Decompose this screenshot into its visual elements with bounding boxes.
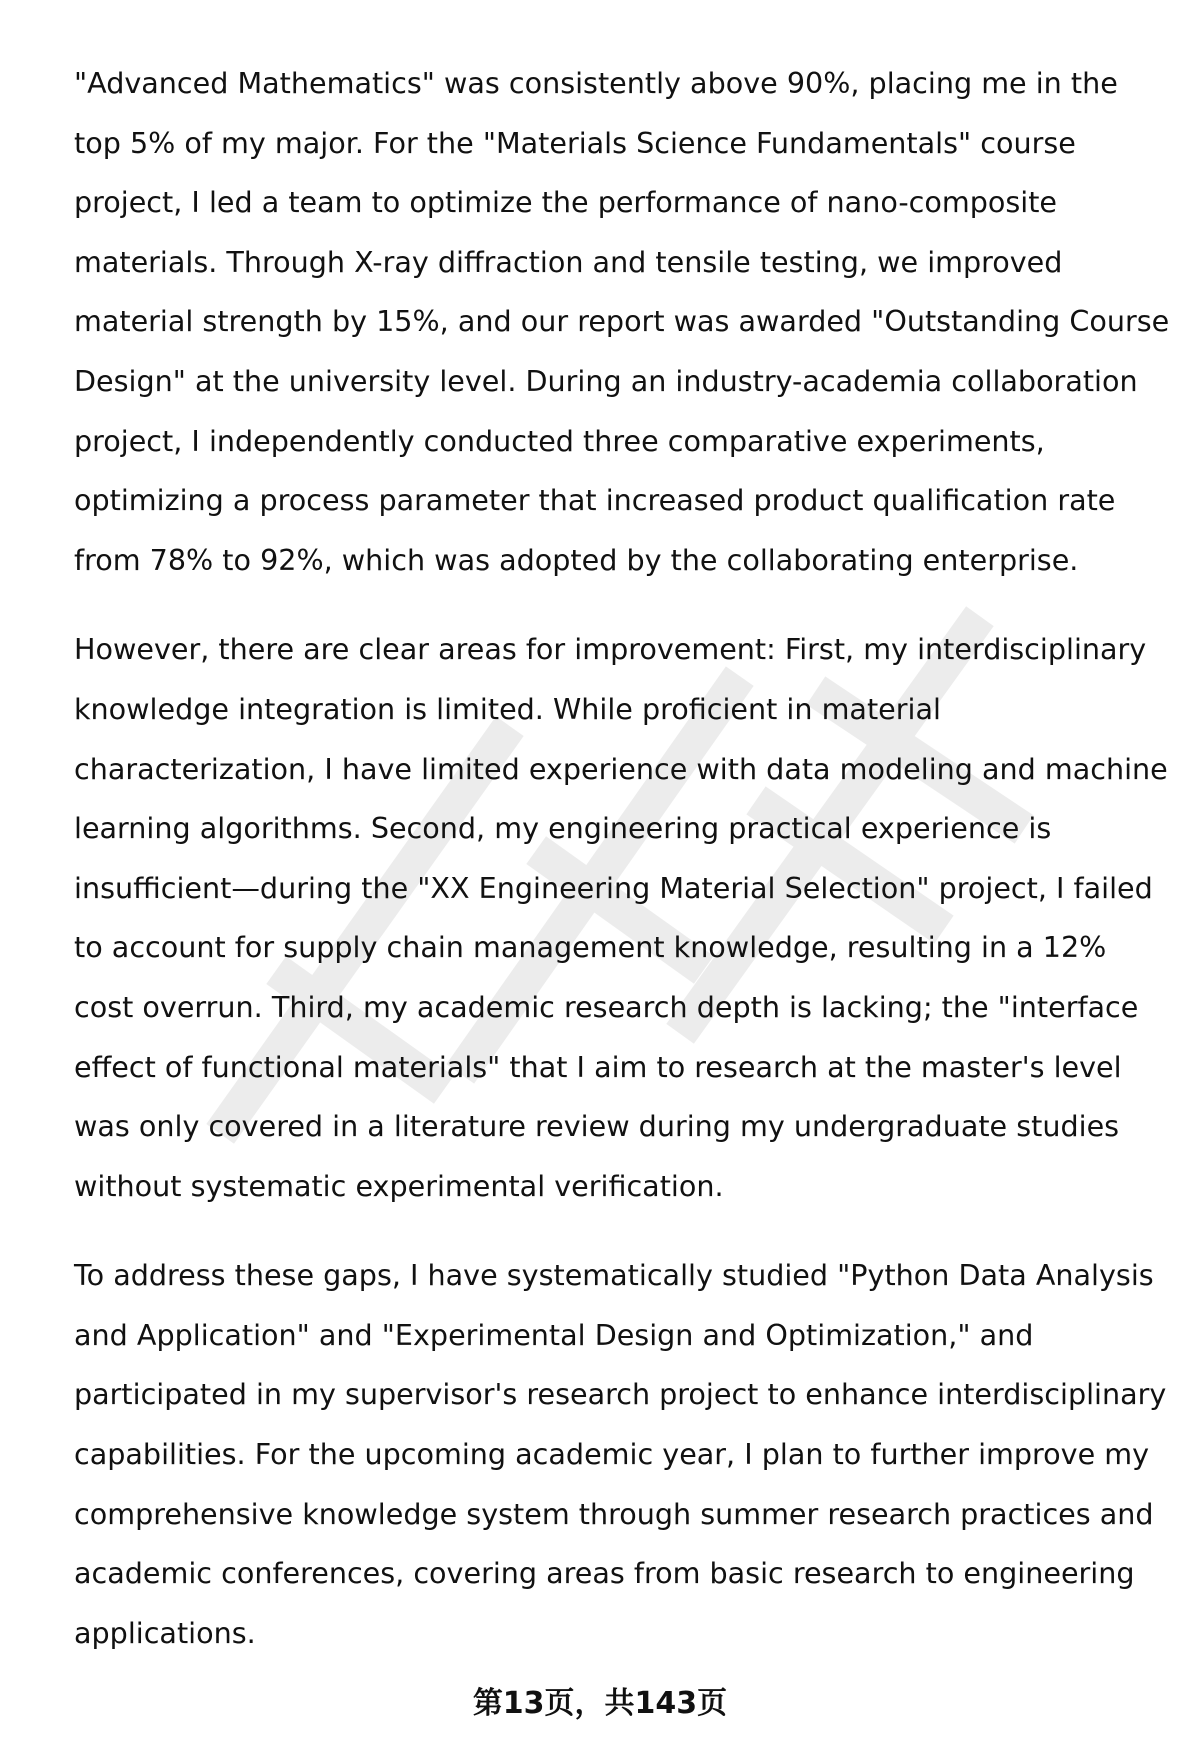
text-line: applications. xyxy=(74,1615,256,1650)
text-line: knowledge integration is limited. While proficient in material xyxy=(74,691,941,726)
text-line: project, I led a team to optimize the performance of nano-composite xyxy=(74,185,1058,220)
text-line: without systematic experimental verification. xyxy=(74,1168,724,1203)
text-line: characterization, I have limited experience with data modeling and machine xyxy=(74,751,1168,786)
text-line: However, there are clear areas for improvement: First, my interdisciplinary xyxy=(74,632,1147,667)
text-line: top 5% of my major. For the "Materials Science Fundamentals" course xyxy=(74,125,1076,160)
paragraph-2 xyxy=(74,620,1174,1216)
text-line: project, I independently conducted three comparative experiments, xyxy=(74,423,1045,458)
text-line: To address these gaps, I have systematically studied "Python Data Analysis xyxy=(74,1258,1154,1293)
paragraph-1 xyxy=(74,54,1174,590)
text-line: materials. Through X-ray diffraction and tensile testing, we improved xyxy=(74,244,1063,279)
page-number: 第13页，共143页 xyxy=(472,1686,728,1721)
text-line: to account for supply chain management knowledge, resulting in a 12% xyxy=(74,930,1107,965)
text-line: "Advanced Mathematics" was consistently above 90%, placing me in the xyxy=(74,66,1118,100)
document-body xyxy=(74,54,1174,1693)
text-line: capabilities. For the upcoming academic year, I plan to further improve my xyxy=(74,1437,1150,1472)
text-line: cost overrun. Third, my academic research depth is lacking; the "interface xyxy=(74,989,1139,1024)
text-line: optimizing a process parameter that increased product qualification rate xyxy=(74,483,1116,518)
text-line: material strength by 15%, and our report was awarded "Outstanding Course xyxy=(74,304,1170,339)
text-line: learning algorithms. Second, my engineering practical experience is xyxy=(74,811,1052,846)
text-line: from 78% to 92%, which was adopted by the collaborating enterprise. xyxy=(74,542,1079,577)
paragraph-3 xyxy=(74,1246,1174,1663)
text-line: academic conferences, covering areas from basic research to engineering xyxy=(74,1556,1135,1591)
text-line: insufficient—during the "XX Engineering Material Selection" project, I failed xyxy=(74,870,1153,905)
text-line: Design" at the university level. During an industry-academia collaboration xyxy=(74,363,1138,398)
text-line: comprehensive knowledge system through summer research practices and xyxy=(74,1496,1154,1531)
text-line: participated in my supervisor's research project to enhance interdisciplinary xyxy=(74,1377,1167,1412)
text-line: and Application" and "Experimental Design and Optimization," and xyxy=(74,1317,1034,1352)
text-line: effect of functional materials" that I aim to research at the master's level xyxy=(74,1049,1122,1084)
text-line: was only covered in a literature review during my undergraduate studies xyxy=(74,1109,1120,1144)
